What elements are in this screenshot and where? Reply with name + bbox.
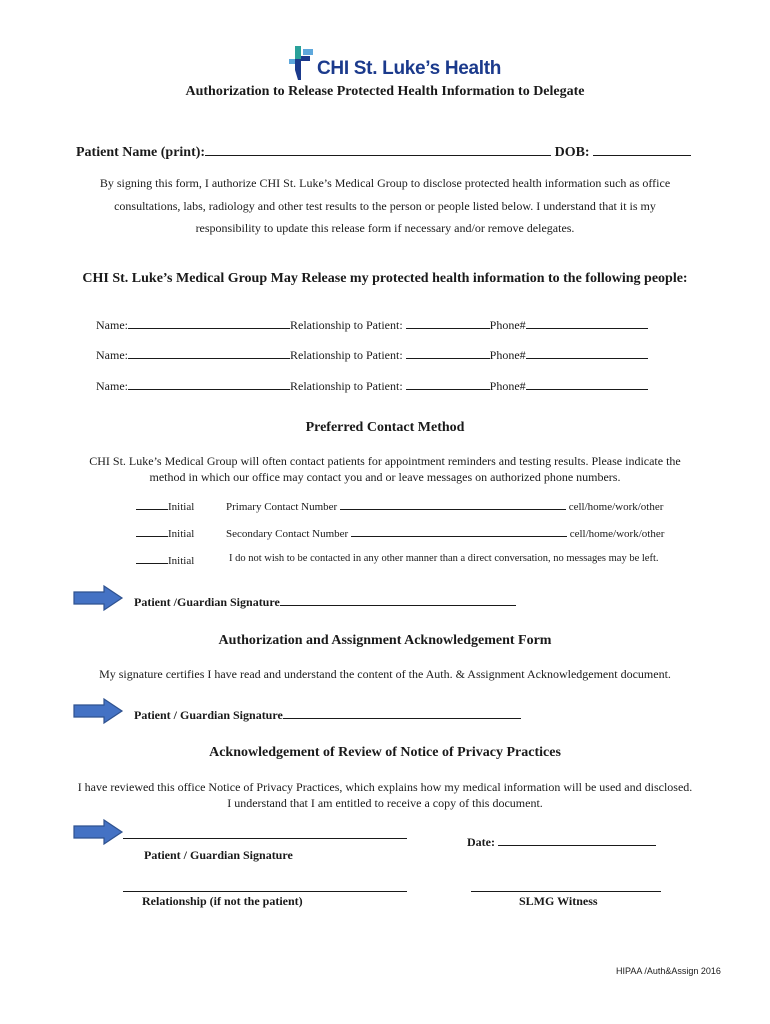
date-field[interactable] <box>498 833 656 846</box>
delegate-relationship-field[interactable] <box>406 316 490 329</box>
arrow-right-icon <box>72 818 124 846</box>
privacy-paragraph <box>0 779 770 811</box>
privacy-heading: Acknowledgement of Review of Notice of Privacy Practices <box>209 745 561 760</box>
contact-line: CHI St. Luke’s Medical Group will often contact patients for appointment reminders and testing results. Please indicate the <box>89 454 681 468</box>
delegate-name-field[interactable] <box>128 316 290 329</box>
initial-label: Initial <box>168 555 195 567</box>
release-heading: CHI St. Luke’s Medical Group May Release my protected health information to the following people: <box>82 271 688 286</box>
primary-number-field[interactable] <box>340 499 566 510</box>
secondary-contact-label: Secondary Contact Number <box>226 528 349 540</box>
secondary-number-row <box>226 526 664 540</box>
patient-info-row <box>76 143 691 161</box>
assignment-signature-label: Patient / Guardian Signature <box>134 708 283 722</box>
relationship-label: Relationship to Patient: <box>290 318 403 332</box>
privacy-line: I have reviewed this office Notice of Privacy Practices, which explains how my medical information will be used and disclosed. <box>77 780 693 794</box>
patient-name-label: Patient Name (print): <box>76 145 206 160</box>
contact-types-label: cell/home/work/other <box>569 528 665 540</box>
name-label: Name: <box>96 379 128 393</box>
contact-paragraph <box>0 453 770 485</box>
phone-label: Phone# <box>489 348 526 362</box>
delegate-name-field[interactable] <box>128 377 290 390</box>
phone-label: Phone# <box>489 318 526 332</box>
delegate-name-field[interactable] <box>128 346 290 359</box>
delegate-relationship-field[interactable] <box>406 346 490 359</box>
secondary-contact-row <box>136 526 194 540</box>
delegate-row <box>96 346 648 363</box>
no-contact-text: I do not wish to be contacted in any other manner than a direct conversation, no messages may be left. <box>229 553 659 564</box>
assignment-signature-row <box>134 706 521 723</box>
contact-signature-row <box>134 593 516 610</box>
relationship-label: Relationship to Patient: <box>290 379 403 393</box>
delegate-row <box>96 377 648 394</box>
delegate-phone-field[interactable] <box>526 346 648 359</box>
phone-label: Phone# <box>489 379 526 393</box>
relationship-label: Relationship to Patient: <box>290 348 403 362</box>
primary-initial-field[interactable] <box>136 499 168 510</box>
contact-signature-field[interactable] <box>280 593 516 606</box>
intro-paragraph <box>0 172 770 240</box>
delegate-phone-field[interactable] <box>526 316 648 329</box>
witness-field[interactable] <box>471 891 661 892</box>
intro-line: responsibility to update this release form if necessary and/or remove delegates. <box>195 221 575 235</box>
dob-label: DOB: <box>554 145 590 160</box>
primary-contact-label: Primary Contact Number <box>226 501 338 513</box>
name-label: Name: <box>96 348 128 362</box>
logo-text: CHI St. Luke’s Health <box>317 58 502 79</box>
arrow-right-icon <box>72 584 124 612</box>
primary-contact-row <box>136 499 194 513</box>
assignment-heading: Authorization and Assignment Acknowledgement Form <box>218 633 552 648</box>
initial-label: Initial <box>168 501 195 513</box>
privacy-signature-caption: Patient / Guardian Signature <box>144 848 293 862</box>
dob-field[interactable] <box>593 143 691 156</box>
privacy-line: I understand that I am entitled to receive a copy of this document. <box>227 796 543 810</box>
privacy-signature-field[interactable] <box>123 838 407 839</box>
no-contact-row <box>136 553 194 567</box>
relationship-field[interactable] <box>123 891 407 892</box>
arrow-right-icon <box>72 697 124 725</box>
delegate-phone-field[interactable] <box>526 377 648 390</box>
patient-name-field[interactable] <box>205 143 551 156</box>
initial-label: Initial <box>168 528 195 540</box>
contact-signature-label: Patient /Guardian Signature <box>134 595 280 609</box>
secondary-number-field[interactable] <box>351 526 567 537</box>
intro-line: consultations, labs, radiology and other test results to the person or people listed below. I understand that it is my <box>114 198 656 213</box>
form-code: HIPAA /Auth&Assign 2016 <box>616 966 721 976</box>
date-label: Date: <box>467 835 495 849</box>
delegate-row <box>96 316 648 333</box>
contact-types-label: cell/home/work/other <box>568 501 664 513</box>
logo-mark-icon <box>287 46 319 80</box>
contact-line: method in which our office may contact you and or leave messages on authorized phone numbers. <box>149 470 621 484</box>
witness-caption: SLMG Witness <box>519 894 598 908</box>
delegate-relationship-field[interactable] <box>406 377 490 390</box>
name-label: Name: <box>96 318 128 332</box>
relationship-caption: Relationship (if not the patient) <box>142 894 303 908</box>
secondary-initial-field[interactable] <box>136 526 168 537</box>
contact-heading: Preferred Contact Method <box>305 420 465 435</box>
intro-line: By signing this form, I authorize CHI St. Luke’s Medical Group to disclose protected health information such as office <box>99 176 671 190</box>
assignment-signature-field[interactable] <box>283 706 521 719</box>
page-title: Authorization to Release Protected Health Information to Delegate <box>185 84 585 99</box>
assignment-text: My signature certifies I have read and understand the content of the Auth. & Assignment Acknowledgement document. <box>99 667 671 681</box>
date-row <box>467 833 656 850</box>
primary-number-row <box>226 499 663 513</box>
no-contact-initial-field[interactable] <box>136 553 168 564</box>
